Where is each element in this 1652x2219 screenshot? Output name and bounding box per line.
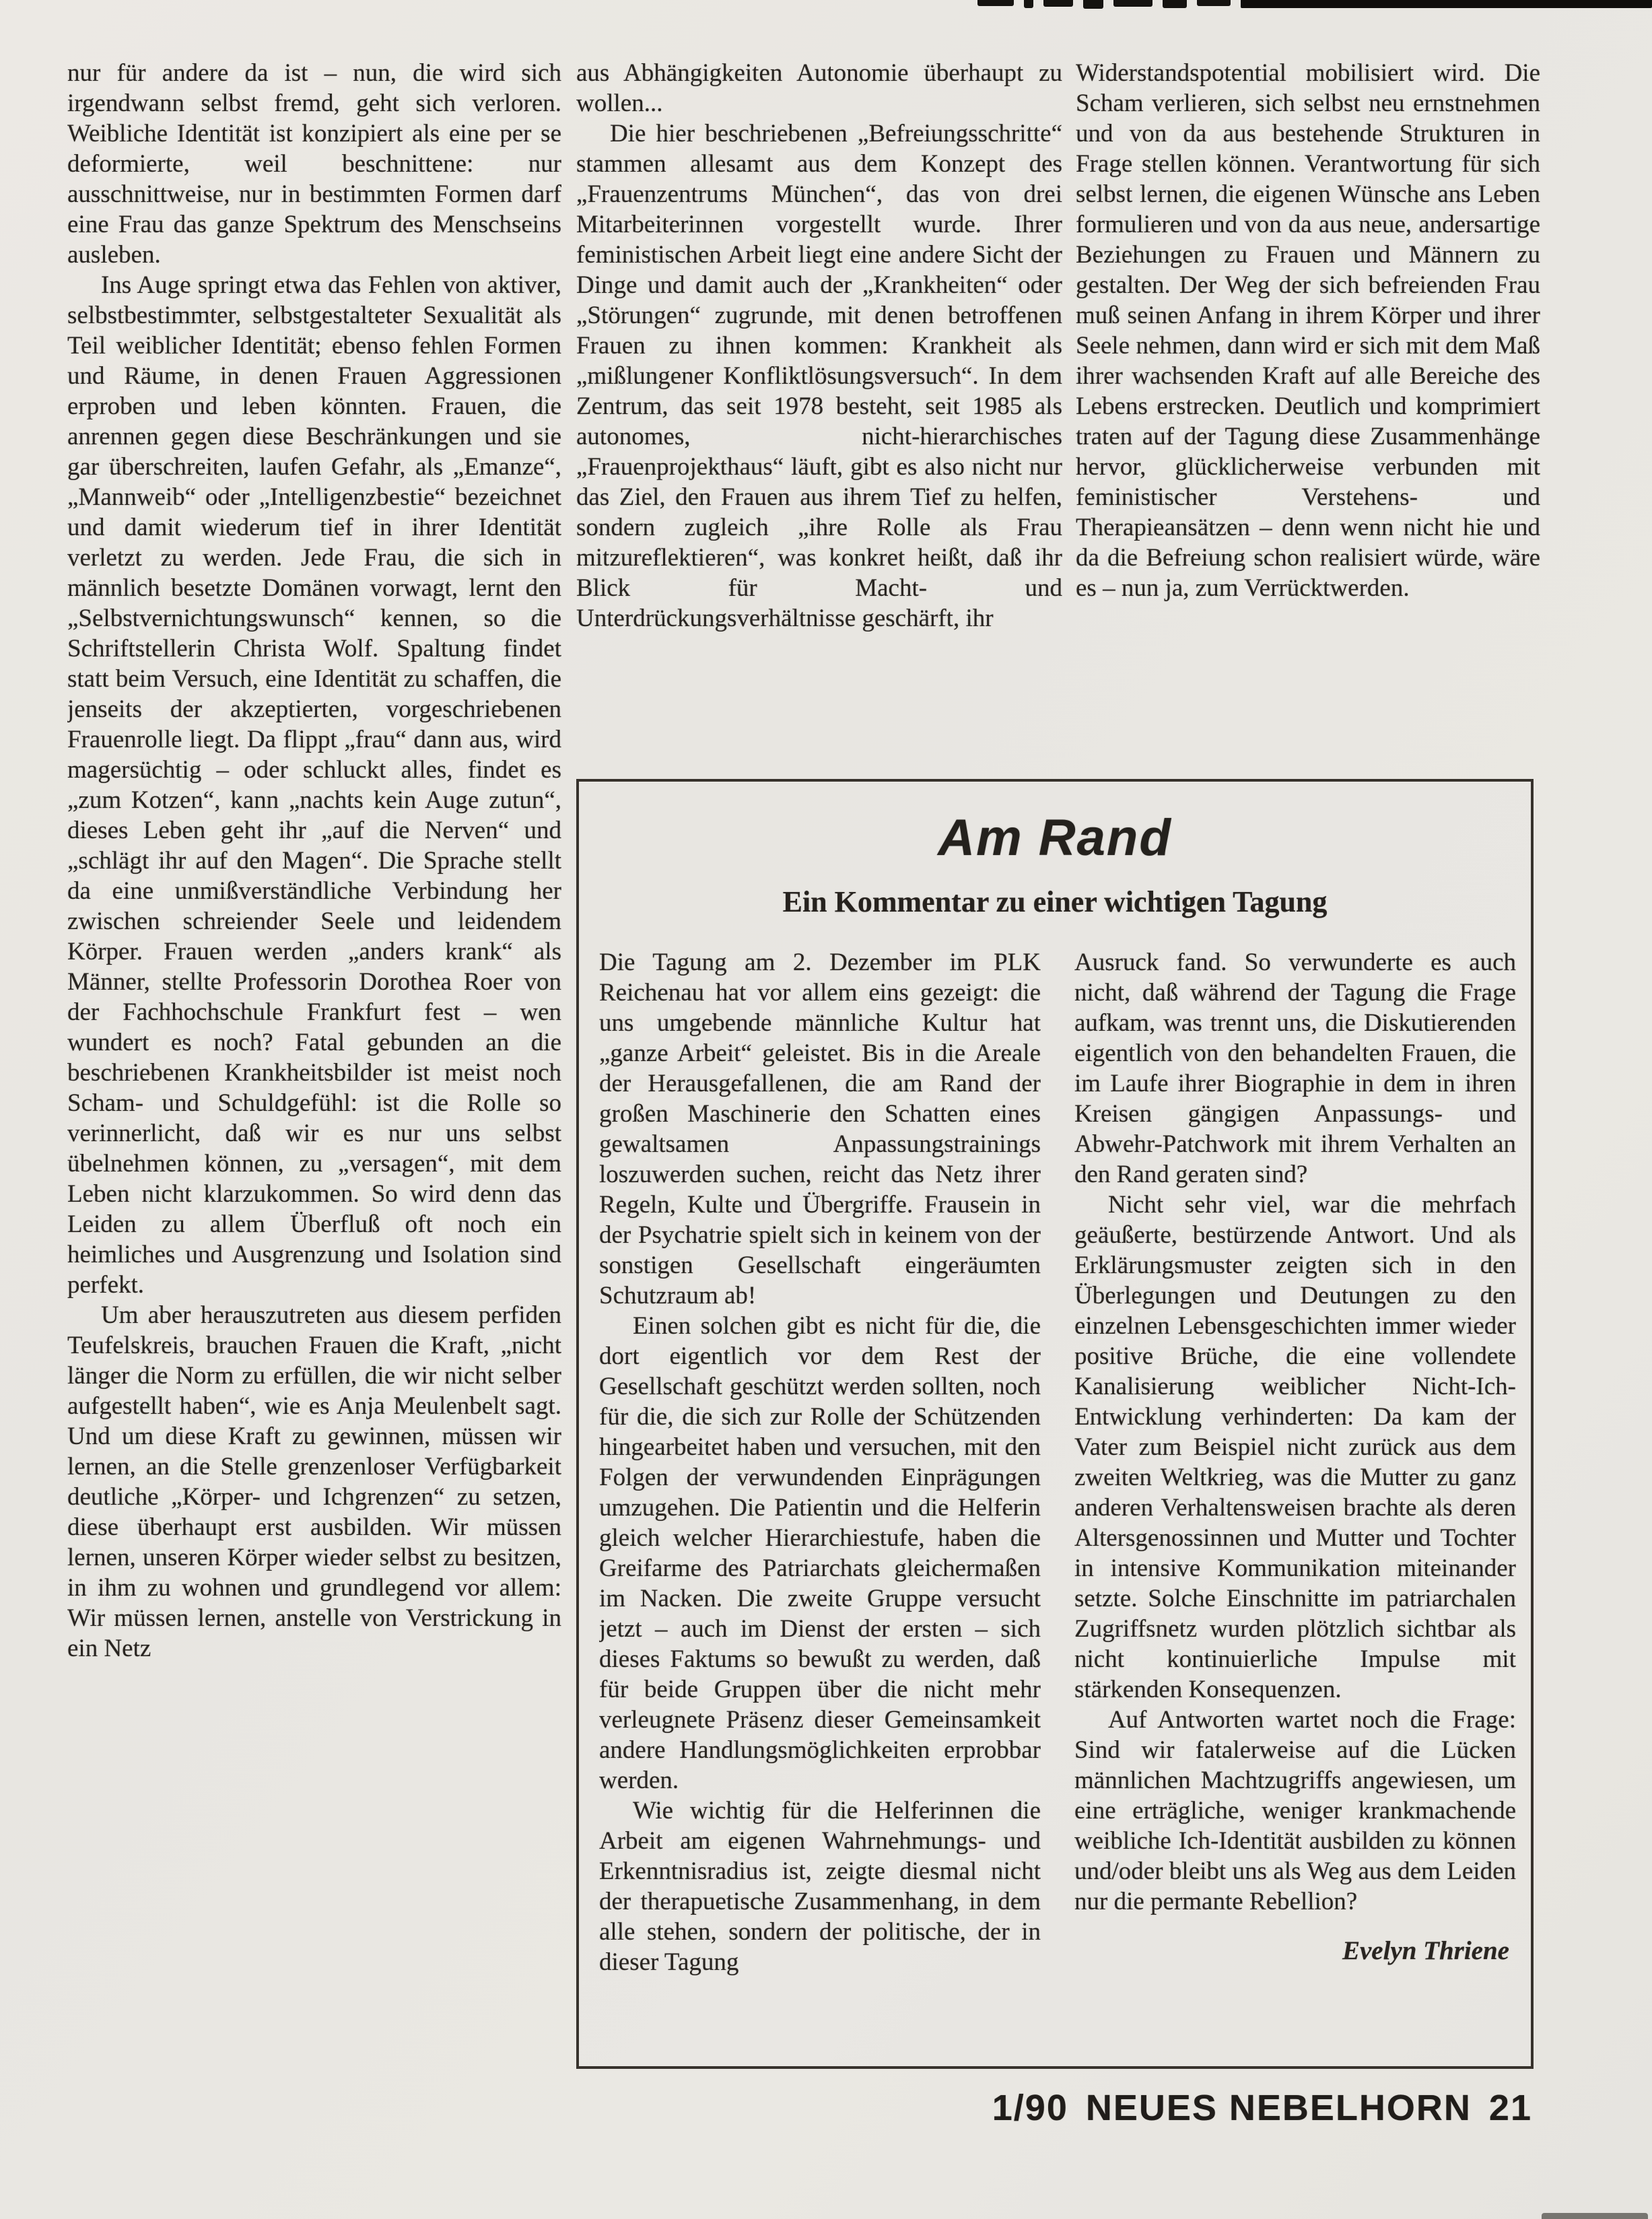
box-column-2: [1074, 947, 1516, 2059]
paragraph: nur für andere da ist – nun, die wird sich irgendwann selbst fremd, geht sich verloren. Weibliche Identität ist konzipiert als eine per se deformierte, weil beschnittene: nur ausschnittweise, nur in bestimmten Formen darf eine Frau das ganze Spektrum des Menschseins ausleben.: [67, 59, 561, 269]
cropped-headline-artifact: [977, 0, 1652, 9]
artifact-blob: [1113, 0, 1152, 7]
paragraph: Widerstandspotential mobilisiert wird. Die Scham verlieren, sich selbst neu ernstnehmen und von da aus bestehende Strukturen in Frage stellen können. Verantwortung für sich selbst lernen, die eigenen Wünsche ans Leben formulieren und von da aus neue, andersartige Beziehungen zu Frauen und Männern zu gestalten. Der Weg der sich befreienden Frau muß seinen Anfang in ihrem Körper und ihrer Seele nehmen, dann wird er sich mit dem Maß ihrer wachsenden Kraft auf alle Bereiche des Lebens erstrecken. Deutlich und komprimiert traten auf der Tagung diese Zusammenhänge hervor, glücklicherweise verbunden mit feministischer Verstehens- und Therapieansätzen – denn wenn nicht hie und da die Befreiung schon realisiert würde, wäre es – nun ja, zum Verrücktwerden.: [1076, 59, 1540, 602]
paragraph: Wie wichtig für die Helferinnen die Arbeit am eigenen Wahrnehmungs- und Erkenntnisradius ist, zeigte diesmal nicht der therapuetische Zusammenhang, in dem alle stehen, sondern der politische, der in dieser Tagung: [599, 1797, 1041, 1976]
page-footer: [992, 2087, 1532, 2129]
paragraph: Um aber herauszutreten aus diesem perfiden Teufelskreis, brauchen Frauen die Kraft, „nicht länger die Norm zu erfüllen, die wir nicht selber aufgestellt haben“, wie es Anja Meulenbelt sagt. Und um diese Kraft zu gewinnen, müssen wir lernen, an die Stelle grenzenloser Verfügbarkeit deutliche „Körper- und Ichgrenzen“ zu setzen, diese überhaupt erst ausbilden. Wir müssen lernen, unseren Körper wieder selbst zu besitzen, in ihm zu wohnen und grundlegend vor allem: Wir müssen lernen, anstelle von Verstrickung in ein Netz: [67, 1301, 561, 1662]
artifact-bar: [1241, 0, 1652, 8]
paragraph: Die Tagung am 2. Dezember im PLK Reichenau hat vor allem eins gezeigt: die uns umgebende männliche Kultur hat „ganze Arbeit“ geleistet. Bis in die Areale der Herausgefallenen, die am Rand der großen Maschinerie den Schatten eines gewaltsamen Anpassungstrainings loszuwerden suchen, reicht das Netz ihrer Regeln, Kulte und Übergriffe. Frausein in der Psychatrie spielt sich in keinem von der sonstigen Gesellschaft eingeräumten Schutzraum ab!: [599, 949, 1041, 1309]
artifact-blob: [977, 0, 1014, 6]
paragraph: Nicht sehr viel, war die mehrfach geäußerte, bestürzende Antwort. Und als Erklärungsmuster zeigten sich in den Überlegungen und Deutungen zu den einzelnen Lebensgeschichten immer wieder positive Brüche, die eine vollendete Kanalisierung weiblicher Nicht-Ich-Entwicklung verhinderten: Da kam der Vater zum Beispiel nicht zurück aus dem zweiten Weltkrieg, was die Mutter zu ganz anderen Verhaltensweisen brachte als deren Altersgenossinnen und Mutter und Tochter in intensive Kommunikation miteinander setzte. Solche Einschnitte im patriarchalen Zugriffsnetz wurden plötzlich sichtbar als nicht kontinuierliche Impulse mit stärkenden Konsequenzen.: [1074, 1191, 1516, 1703]
paragraph: Ins Auge springt etwa das Fehlen von aktiver, selbstbestimmter, selbstgestalteter Sexualität als Teil weiblicher Identität; ebenso fehlen Formen und Räume, in denen Frauen Aggressionen erproben und leben könnten. Frauen, die anrennen gegen diese Beschränkungen und sie gar überschreiten, laufen Gefahr, als „Emanze“, „Mannweib“ oder „Intelligenzbestie“ bezeichnet und damit wiederum tief in ihrer Identität verletzt zu werden. Jede Frau, die sich in männlich besetzte Domänen vorwagt, lernt den „Selbstvernichtungswunsch“ kennen, so die Schriftstellerin Christa Wolf. Spaltung findet statt beim Versuch, eine Identität zu schaffen, die jenseits der akzeptierten, vorgeschriebenen Frauenrolle liegt. Da flippt „frau“ dann aus, wird magersüchtig – oder schluckt alles, findet es „zum Kotzen“, kann „nachts kein Auge zutun“, dieses Leben geht ihr „auf die Nerven“ und „schlägt ihr auf den Magen“. Die Sprache stellt da eine unmißverständliche Verbindung her zwischen schreiender Seele und leidendem Körper. Frauen werden „anders krank“ als Männer, stellte Professorin Dorothea Roer von der Fachhochschule Frankfurt fest – wen wundert es noch? Fatal gebunden an die beschriebenen Krankheitsbilder ist meist noch Scham- und Schuldgefühl: ist die Rolle so verinnerlicht, daß wir es nur uns selbst übelnehmen können, zu „versagen“, mit dem Leben nicht klarzukommen. So wird denn das Leiden zu allem Überfluß oft noch ein heimliches und Ausgrenzung und Isolation sind perfekt.: [67, 271, 561, 1299]
box-title: Am Rand: [938, 809, 1172, 866]
paragraph: Einen solchen gibt es nicht für die, die dort eigentlich vor dem Rest der Gesellschaft geschützt werden sollten, noch für die, die sich zur Rolle der Schützenden hingearbeitet haben und versuchen, mit den Folgen der verwundenden Einprägungen umzugehen. Die Patientin und die Helferin gleich welcher Hierarchiestufe, haben die Greifarme des Patriarchats gleichermaßen im Nacken. Die zweite Gruppe versucht jetzt – auch im Dienst der ersten – sich dieses Faktums so bewußt zu werden, daß für beide Gruppen über die nicht mehr verleugnete Präsenz dieser Gemeinsamkeit andere Handlungsmöglichkeiten erprobbar werden.: [599, 1312, 1041, 1794]
box-subtitle: Ein Kommentar zu einer wichtigen Tagung: [782, 885, 1328, 918]
box-column-1: [599, 947, 1041, 2059]
artifact-blob: [1024, 0, 1033, 8]
magazine-title: NEUES NEBELHORN: [1085, 2088, 1472, 2128]
commentary-box: [576, 779, 1534, 2069]
artifact-blob: [1163, 0, 1187, 8]
artifact-blob: [1197, 0, 1231, 6]
article-column-3: [1076, 58, 1540, 745]
paragraph: aus Abhängigkeiten Autonomie überhaupt zu wollen...: [576, 59, 1062, 117]
artifact-blob: [1043, 0, 1073, 7]
scan-smudge: [1542, 2213, 1648, 2219]
artifact-blob: [1083, 0, 1103, 9]
byline: Evelyn Thriene: [1342, 1936, 1509, 1965]
page-number: 21: [1488, 2088, 1532, 2128]
article-column-1: [67, 58, 561, 2044]
paragraph: Ausruck fand. So verwunderte es auch nicht, daß während der Tagung die Frage aufkam, was trennt uns, die Diskutierenden eigentlich von den behandelten Frauen, die im Laufe ihrer Biographie in dem in ihren Kreisen gängigen Anpassungs- und Abwehr-Patchwork mit ihrem Verhalten an den Rand geraten sind?: [1074, 949, 1516, 1188]
article-column-2: [576, 58, 1062, 758]
paragraph: Die hier beschriebenen „Befreiungsschritte“ stammen allesamt aus dem Konzept des „Frauenzentrums München“, das von drei Mitarbeiterinnen vorgestellt wurde. Ihrer feministischen Arbeit liegt eine andere Sicht der Dinge und damit auch der „Krankheiten“ oder „Störungen“ zugrunde, mit denen betroffenen Frauen zu ihnen kommen: Krankheit als „mißlungener Konfliktlösungsversuch“. In dem Zentrum, das seit 1978 besteht, seit 1985 als autonomes, nicht-hierarchisches „Frauenprojekthaus“ läuft, gibt es also nicht nur das Ziel, den Frauen aus ihrem Tief zu helfen, sondern zugleich „ihre Rolle als Frau mitzureflektieren“, was konkret heißt, daß ihr Blick für Macht- und Unterdrückungsverhältnisse geschärft, ihr: [576, 120, 1062, 632]
issue-number: 1/90: [992, 2088, 1068, 2128]
paragraph: Auf Antworten wartet noch die Frage: Sind wir fatalerweise auf die Lücken männlichen Machtzugriffs angewiesen, um eine erträgliche, weniger krankmachende weibliche Ich-Identität ausbilden zu können und/oder bleibt uns als Weg aus dem Leiden nur die permante Rebellion?: [1074, 1706, 1516, 1915]
